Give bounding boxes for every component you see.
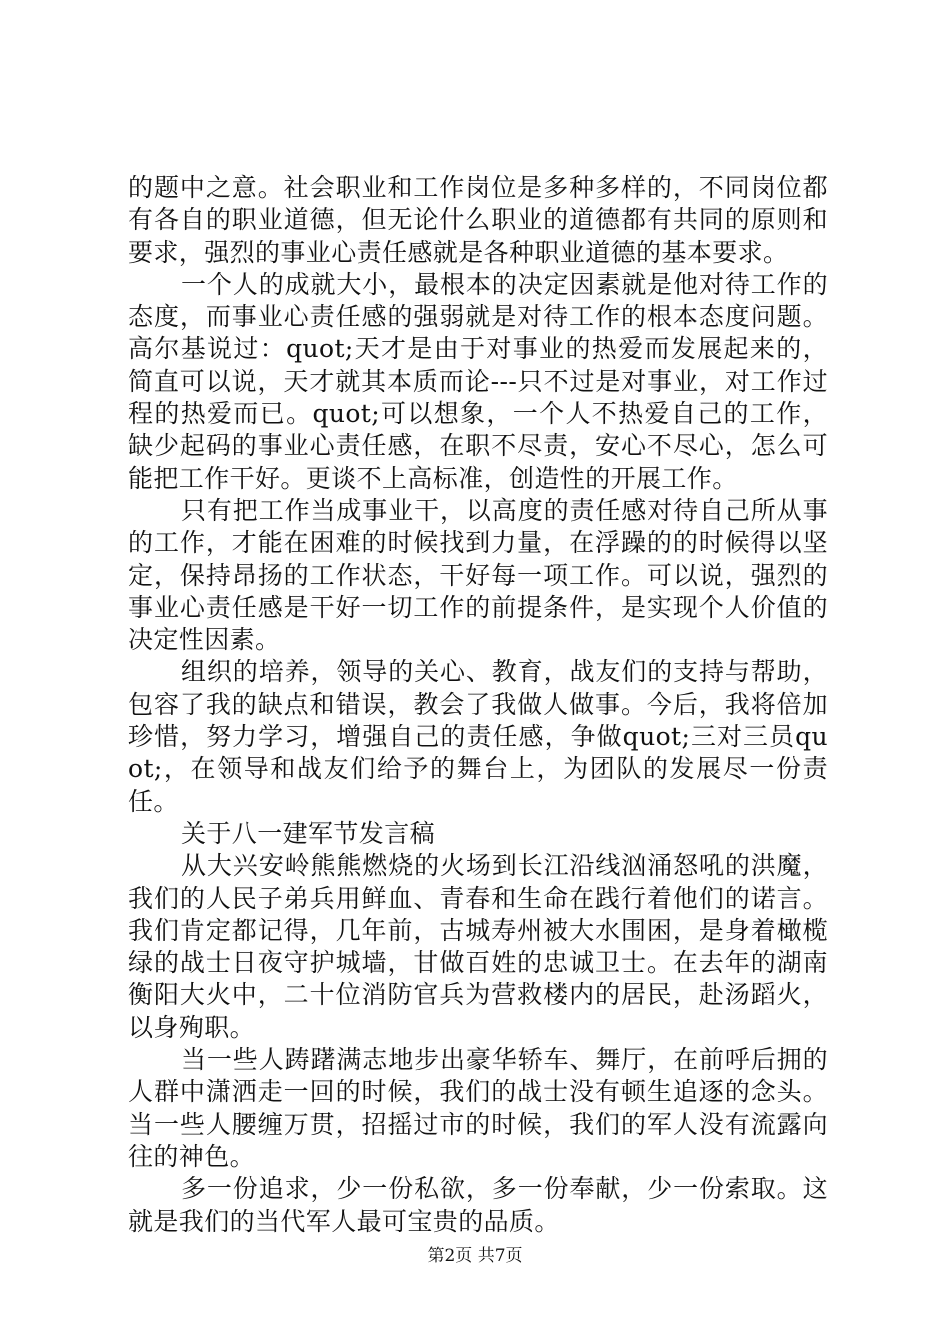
paragraph-4: 组织的培养，领导的关心、教育，战友们的支持与帮助，包容了我的缺点和错误，教会了我做人做事。今后，我将倍加珍惜，努力学习，增强自己的责任感，争做quot;三对三员quot;，在领导和战友们给予的舞台上，为团队的发展尽一份责任。 xyxy=(128,657,828,816)
section-heading: 关于八一建军节发言稿 xyxy=(181,818,436,848)
paragraph-7: 多一份追求，少一份私欲，多一份奉献，少一份索取。这就是我们的当代军人最可宝贵的品质。 xyxy=(128,1174,828,1236)
paragraph-1: 的题中之意。社会职业和工作岗位是多种多样的，不同岗位都有各自的职业道德，但无论什么职业的道德都有共同的原则和要求，强烈的事业心责任感就是各种职业道德的基本要求。 xyxy=(128,173,828,267)
paragraph-3: 只有把工作当成事业干，以高度的责任感对待自己所从事的工作，才能在困难的时候找到力量，在浮躁的的时候得以坚定，保持昂扬的工作状态，干好每一项工作。可以说，强烈的事业心责任感是干好一切工作的前提条件，是实现个人价值的决定性因素。 xyxy=(128,495,828,655)
paragraph-6: 当一些人踌躇满志地步出豪华轿车、舞厅，在前呼后拥的人群中潇洒走一回的时候，我们的战士没有顿生追逐的念头。当一些人腰缠万贯，招摇过市的时候，我们的军人没有流露向往的神色。 xyxy=(128,1045,828,1171)
page-number-footer: 第2页 共7页 xyxy=(427,1246,523,1266)
paragraph-5: 从大兴安岭熊熊燃烧的火场到长江沿线汹涌怒吼的洪魔，我们的人民子弟兵用鲜血、青春和生命在践行着他们的诺言。我们肯定都记得，几年前，古城寿州被大水围困，是身着橄榄绿的战士日夜守护城墙，甘做百姓的忠诚卫士。在去年的湖南衡阳大火中，二十位消防官兵为营救楼内的居民，赴汤蹈火，以身殉职。 xyxy=(128,851,828,1042)
paragraph-2: 一个人的成就大小，最根本的决定因素就是他对待工作的态度，而事业心责任感的强弱就是对待工作的根本态度问题。高尔基说过：quot;天才是由于对事业的热爱而发展起来的，简直可以说，天才就其本质而论---只不过是对事业，对工作过程的热爱而已。quot;可以想象，一个人不热爱自己的工作，缺少起码的事业心责任感，在职不尽责，安心不尽心，怎么可能把工作干好。更谈不上高标准，创造性的开展工作。 xyxy=(128,269,828,493)
document-body xyxy=(128,172,828,1238)
